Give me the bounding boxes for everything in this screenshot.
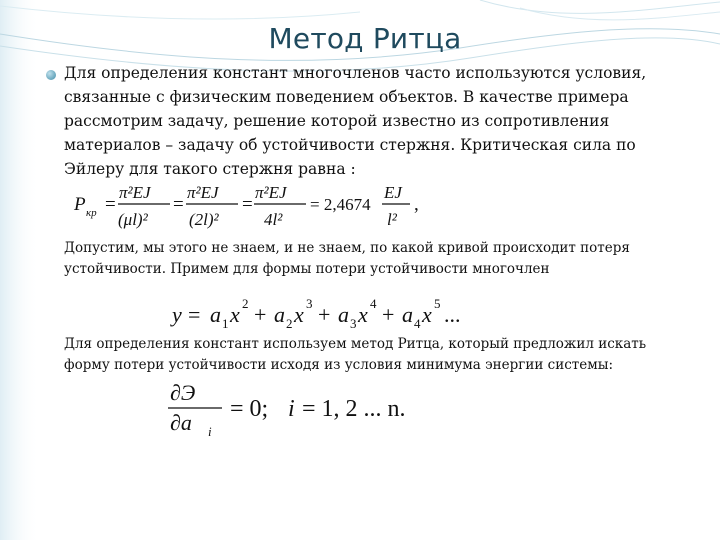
- poly-x1-pow: 2: [242, 296, 249, 311]
- formula-den-4: l²: [387, 210, 397, 229]
- poly-plus-2: +: [318, 302, 331, 327]
- poly-x3-pow: 4: [370, 296, 377, 311]
- euler-critical-force-formula: [72, 178, 452, 232]
- poly-x2-pow: 3: [306, 296, 313, 311]
- min-rhs-range: = 1, 2 ... n.: [302, 396, 406, 422]
- min-numerator: ∂Э: [170, 380, 196, 405]
- paragraph-ritz-method: Для определения констант используем метод Ритца, который предложил искать форму потери устойчивости исходя из условия минимума энергии системы:: [64, 336, 647, 373]
- formula-lhs-sub: кр: [86, 207, 97, 219]
- poly-plus-1: +: [254, 302, 267, 327]
- min-denominator-sub: i: [208, 424, 212, 438]
- formula-num-3: π²EJ: [255, 183, 287, 202]
- poly-y: y: [172, 302, 182, 327]
- min-denominator: ∂a: [170, 410, 192, 435]
- poly-a4: a: [402, 302, 413, 327]
- poly-a1: a: [210, 302, 221, 327]
- paragraph-intro: Для определения констант многочленов часто используются условия, связанные с физическим поведением объектов. В качестве примера рассмотрим задачу, решение которой известно из сопротивления материалов – задачу об устойчивости стержня. Критическая сила по Эйлеру для такого стержня равна :: [64, 64, 647, 178]
- formula-num-2: π²EJ: [187, 183, 219, 202]
- polynomial-formula: [170, 290, 500, 334]
- slide-title: Метод Ритца: [268, 22, 462, 55]
- poly-ellipsis: ...: [444, 302, 461, 327]
- poly-a2-sub: 2: [286, 316, 293, 331]
- energy-minimum-condition: [164, 378, 504, 438]
- poly-a1-sub: 1: [222, 316, 229, 331]
- formula-eq-1: =: [105, 194, 116, 215]
- poly-x1: x: [230, 302, 240, 327]
- min-rhs-zero: = 0;: [230, 396, 269, 422]
- poly-a2: a: [274, 302, 285, 327]
- formula-eq-3: =: [242, 194, 253, 215]
- formula-lhs-p: P: [74, 194, 86, 215]
- formula-num-1: π²EJ: [119, 183, 151, 202]
- poly-plus-3: +: [382, 302, 395, 327]
- poly-a4-sub: 4: [414, 316, 421, 331]
- paragraph-assumption: Допустим, мы этого не знаем, и не знаем, по какой кривой происходит потеря устойчивости. Примем для формы потери устойчивости многочлен: [64, 240, 630, 277]
- min-rhs-i: i: [288, 396, 295, 422]
- formula-trailing-comma: ,: [414, 194, 419, 215]
- formula-den-3: 4l²: [264, 210, 283, 229]
- poly-x3: x: [358, 302, 368, 327]
- formula-coefficient: = 2,4674: [310, 195, 371, 214]
- poly-a3: a: [338, 302, 349, 327]
- poly-x4: x: [422, 302, 432, 327]
- poly-x4-pow: 5: [434, 296, 441, 311]
- formula-eq-2: =: [173, 194, 184, 215]
- poly-eq: =: [188, 302, 201, 327]
- formula-den-1: (μl)²: [118, 210, 148, 229]
- formula-den-2: (2l)²: [189, 210, 219, 229]
- formula-num-4: EJ: [384, 183, 402, 202]
- poly-x2: x: [294, 302, 304, 327]
- poly-a3-sub: 3: [350, 316, 357, 331]
- bullet-icon: [46, 70, 56, 80]
